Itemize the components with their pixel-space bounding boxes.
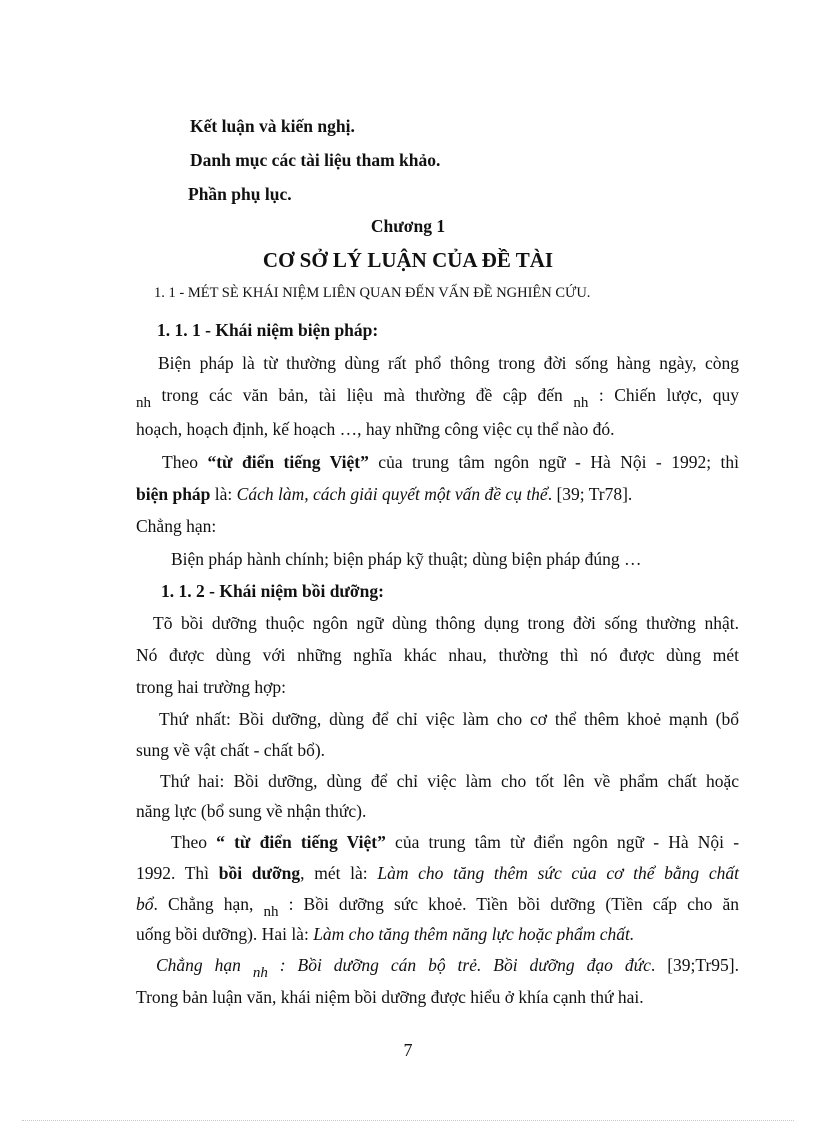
paragraph-line	[136, 924, 634, 945]
paragraph-line: Biện pháp là từ thường dùng rất phổ thông trong đời sống hàng ngày, còng	[158, 353, 739, 373]
example-text: Biện pháp hành chính; biện pháp kỹ thuật; dùng biện pháp đúng …	[171, 549, 642, 569]
paragraph-line	[136, 385, 740, 411]
text-run: : Bồi dưỡng cán bộ trẻ. Bồi dưỡng đạo đức	[279, 955, 651, 975]
toc-item-appendix: Phần phụ lục.	[188, 184, 292, 204]
subsection-heading-1-1-2: 1. 1. 2 - Khái niệm bồi dưỡng:	[161, 581, 384, 601]
paragraph-line	[136, 484, 632, 505]
citation: . [39; Tr78].	[547, 484, 633, 504]
paragraph-line: hoạch, hoạch định, kế hoạch …, hay những công việc cụ thể nào đó.	[136, 419, 615, 439]
subsection-heading-1-1-1: 1. 1. 1 - Khái niệm biện pháp:	[157, 320, 379, 340]
paragraph-line	[156, 955, 740, 981]
text-run: Theo	[162, 452, 198, 472]
citation: . [39;Tr95].	[650, 955, 740, 975]
paragraph-line	[136, 894, 739, 920]
text-run: Chẳng hạn	[156, 955, 241, 975]
text-run: : Chiến lược, quy	[598, 385, 740, 405]
abbrev-nh: nh	[263, 904, 279, 920]
text-run: là:	[214, 484, 233, 504]
chapter-number: Chương 1	[370, 216, 446, 236]
paragraph-line	[136, 863, 739, 884]
definition-text: Làm cho tăng thêm sức của cơ thể bằng chất	[377, 863, 739, 883]
paragraph-line: Thứ hai: Bồi dưỡng, dùng để chỉ việc làm cho tốt lên về phẩm chất hoặc	[160, 771, 739, 791]
paragraph-line	[171, 832, 739, 853]
chapter-title: CƠ SỞ LÝ LUẬN CỦA ĐỀ TÀI	[262, 248, 554, 272]
text-run: uống bồi dưỡng). Hai là:	[136, 924, 309, 944]
example-label: Chẳng hạn:	[136, 516, 217, 536]
paragraph-line: Trong bản luận văn, khái niệm bồi dưỡng được hiểu ở khía cạnh thứ hai.	[136, 987, 644, 1007]
paragraph-line: trong hai trường hợp:	[136, 677, 286, 697]
section-heading: 1. 1 - MÉT SÈ KHÁI NIỆM LIÊN QUAN ĐẾN VẤN ĐỀ NGHIÊN CỨU.	[154, 285, 591, 301]
paragraph-line: Thứ nhất: Bồi dưỡng, dùng để chỉ việc làm cho cơ thể thêm khoẻ mạnh (bổ	[159, 709, 739, 729]
abbrev-nh: nh	[252, 965, 268, 981]
abbrev-nh: nh	[573, 395, 589, 411]
toc-item-references: Danh mục các tài liệu tham khảo.	[190, 150, 441, 170]
definition-text: bổ	[136, 894, 154, 914]
text-run: , mét là:	[300, 863, 368, 883]
text-run: . Chẳng hạn,	[153, 894, 254, 914]
page-bottom-border	[22, 1120, 794, 1121]
paragraph-line: sung về vật chất - chất bổ).	[136, 740, 326, 760]
abbrev-nh: nh	[136, 395, 151, 411]
text-run: Theo	[171, 832, 207, 852]
definition-text: Cách làm, cách giải quyết một vấn đề cụ thể	[236, 484, 548, 504]
page-number: 7	[403, 1040, 413, 1060]
text-run: trong các văn bản, tài liệu mà thường đề cập đến	[161, 385, 563, 405]
dictionary-title: “ từ điển tiếng Việt”	[216, 832, 386, 852]
text-run: của trung tâm ngôn ngữ - Hà Nội - 1992; thì	[378, 452, 740, 472]
text-run: của trung tâm từ điển ngôn ngữ - Hà Nội -	[395, 832, 740, 852]
paragraph-line: năng lực (bổ sung về nhận thức).	[136, 801, 367, 821]
paragraph-line	[162, 452, 739, 473]
term-boi-duong: bồi dưỡng	[218, 863, 301, 883]
definition-text: Làm cho tăng thêm năng lực hoặc phẩm chất.	[313, 924, 635, 944]
dictionary-title: “từ điển tiếng Việt”	[207, 452, 369, 472]
toc-item-conclusion: Kết luận và kiến nghị.	[190, 116, 355, 136]
paragraph-line: Nó được dùng với những nghĩa khác nhau, thường thì nó được dùng mét	[136, 645, 739, 665]
text-run: : Bồi dưỡng sức khoẻ. Tiền bồi dưỡng (Tiền cấp cho ăn	[288, 894, 739, 914]
term-bien-phap: biện pháp	[136, 484, 211, 504]
text-run: 1992. Thì	[136, 863, 210, 883]
paragraph-line: Tõ bồi dưỡng thuộc ngôn ngữ dùng thông dụng trong đời sống thường nhật.	[153, 613, 739, 633]
